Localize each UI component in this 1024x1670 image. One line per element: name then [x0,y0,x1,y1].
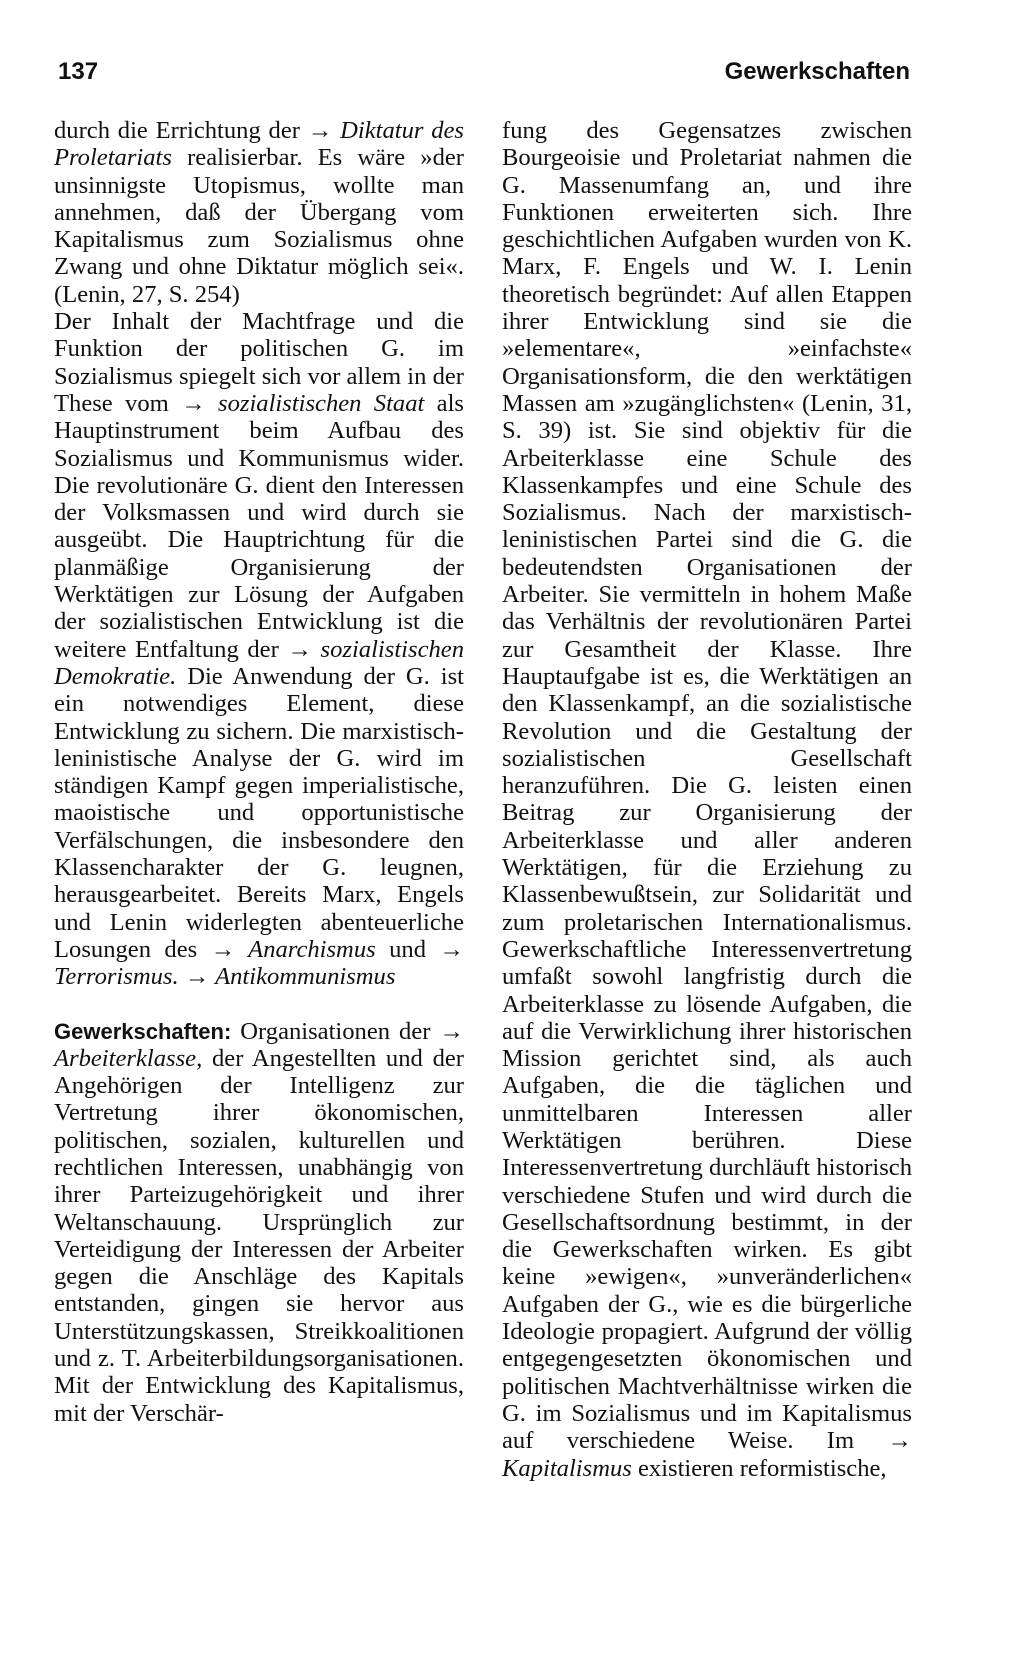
paragraph-dictatorship-end [54,117,464,308]
left-column [54,117,464,1427]
text-run: durch die Errichtung der [54,117,308,144]
entry-gewerkschaften [54,1018,464,1427]
cross-reference-arrow-icon: → [307,117,333,144]
cross-reference-arbeiterklasse: Arbeiterklasse, [54,1044,203,1072]
cross-reference-arrow-icon: → [439,1017,464,1045]
cross-reference-arrow-icon: → [181,389,206,417]
cross-reference-arrow-icon: → [887,1427,912,1455]
cross-reference-arrow-icon: → [210,935,236,963]
text-run: fung des Gegensatzes zwischen Bourgeoisie und Proletariat nahmen die G. Massenumfang an, und ihre Funktionen erweiterten sich. Ihre geschichtlichen Aufgaben wurden von K. Marx, F. Engels und W. I. Lenin theoretisch begründet: Auf allen Etappen ihrer Entwicklung sind sie die »elementare«, »einfachste« Organisationsform, die den werktätigen Massen am »zugänglichsten« (Lenin, 31, S. 39) ist. Sie sind objektiv für die Arbeiterklasse eine Schule des Klassenkampfes und eine Schule des Sozialismus. Nach der marxistisch-leninistischen Partei sind die G. die bedeutendsten Organisationen der Arbeiter. Sie vermitteln in hohem Maße das Verhältnis der revolutionären Partei zur Gesamtheit der Klasse. Ihre Hauptaufgabe ist es, die Werktätigen an den Klassenkampf, an die sozialistische Revolution und die Gestaltung der sozialistischen Gesellschaft heranzuführen. Die G. leisten einen Beitrag zur Organisierung der Arbeiterklasse und aller anderen Werktätigen, für die Erziehung zu Klassenbewußtsein, zur Solidarität und zum proletarischen Internationalismus. Gewerkschaftliche Interessenvertretung umfaßt sowohl langfristig durch die Arbeiterklasse zu lösende Aufgaben, die auf die Verwirklichung ihrer historischen Mission gerichtet sind, als auch Aufgaben, die die täglichen und unmittelbaren Interessen aller Werktätigen berühren. Diese Interessenvertretung durchläuft historisch verschiedene Stufen und wird durch die Gesellschaftsordnung bestimmt, in der die Gewerkschaften wirken. Es gibt keine »ewigen«, »unveränderlichen« Aufgaben der G., wie es die bürgerliche Ideologie propagiert. Aufgrund der völlig entgegengesetzten ökonomischen und politischen Machtverhältnisse wirken die G. im Sozialismus und im Kapitalismus auf verschiedene Weise. Im [502,117,912,1455]
text-run: existieren reformistische, [631,1454,887,1482]
page-header [58,58,910,94]
text-run: realisierbar. Es wäre »der unsinnigste Utopismus, wollte man annehmen, daß der Übergang vom Kapitalismus zum Sozialismus ohne Zwang und ohne Diktatur möglich sei«. (Lenin, 27, S. 254) [54,144,464,308]
page-number: 137 [58,58,99,85]
running-head: Gewerkschaften [724,58,910,85]
entry-headword: Gewerkschaften: [54,1018,232,1044]
cross-reference-antikommunismus: Antikommunismus [209,963,396,991]
text-run: Organisationen der [231,1017,440,1045]
text-run: Die Anwendung der G. ist ein notwendiges Element, diese Entwicklung zu sichern. Die marxistisch-leninistische Analyse der G. wird im ständigen Kampf gegen imperialistische, maoistische und opportunistische Verfälschungen, die insbesondere den Klassencharakter der G. leugnen, herausgearbeitet. Bereits Marx, Engels und Lenin widerlegten abenteuerliche Losungen des [54,662,464,963]
cross-reference-demokratie: sozialistischen Demokratie. [54,635,464,690]
paragraph-power-question [54,308,464,990]
text-run: als Hauptinstrument beim Aufbau des Sozialismus und Kommunismus wider. Die revolutionäre G. dient den Interessen der Volksmassen und wird durch sie ausgeübt. Die Hauptrichtung für die planmäßige Organisierung der Werktätigen zur Lösung der Aufgaben der sozialistischen Entwicklung ist die weitere Entfaltung der [54,389,464,663]
cross-reference-arrow-icon: → [287,635,312,663]
text-run: und [375,935,440,963]
cross-reference-arrow-icon: → [184,963,210,991]
right-column [502,117,912,1482]
text-run: Der Inhalt der Machtfrage und die Funktion der politischen G. im Sozialismus spiegelt sich vor allem in der These vom [54,308,464,417]
cross-reference-arrow-icon: → [439,935,465,963]
cross-reference-staat: sozialistischen Staat [205,389,425,417]
text-run: der Angestellten und der Angehörigen der Intelligenz zur Vertretung ihrer ökonomischen, politischen, sozialen, kulturellen und rechtlichen Interessen, unabhängig von ihrer Parteizugehörigkeit und ihrer Weltanschauung. Ursprünglich zur Verteidigung der Interessen der Arbeiter gegen die Anschläge des Kapitals entstanden, gingen sie hervor aus Unterstützungskassen, Streikkoalitionen und z. T. Arbeiterbildungsorganisationen. Mit der Entwicklung des Kapitalismus, mit der Verschär- [54,1044,464,1427]
paragraph-gewerkschaften-continued [502,117,912,1482]
cross-reference-terrorismus: Terrorismus. [54,963,179,991]
cross-reference-diktatur: Diktatur des Proletariats [54,117,465,172]
cross-reference-kapitalismus: Kapitalismus [502,1454,632,1482]
cross-reference-anarchismus: Anarchismus [235,935,376,963]
